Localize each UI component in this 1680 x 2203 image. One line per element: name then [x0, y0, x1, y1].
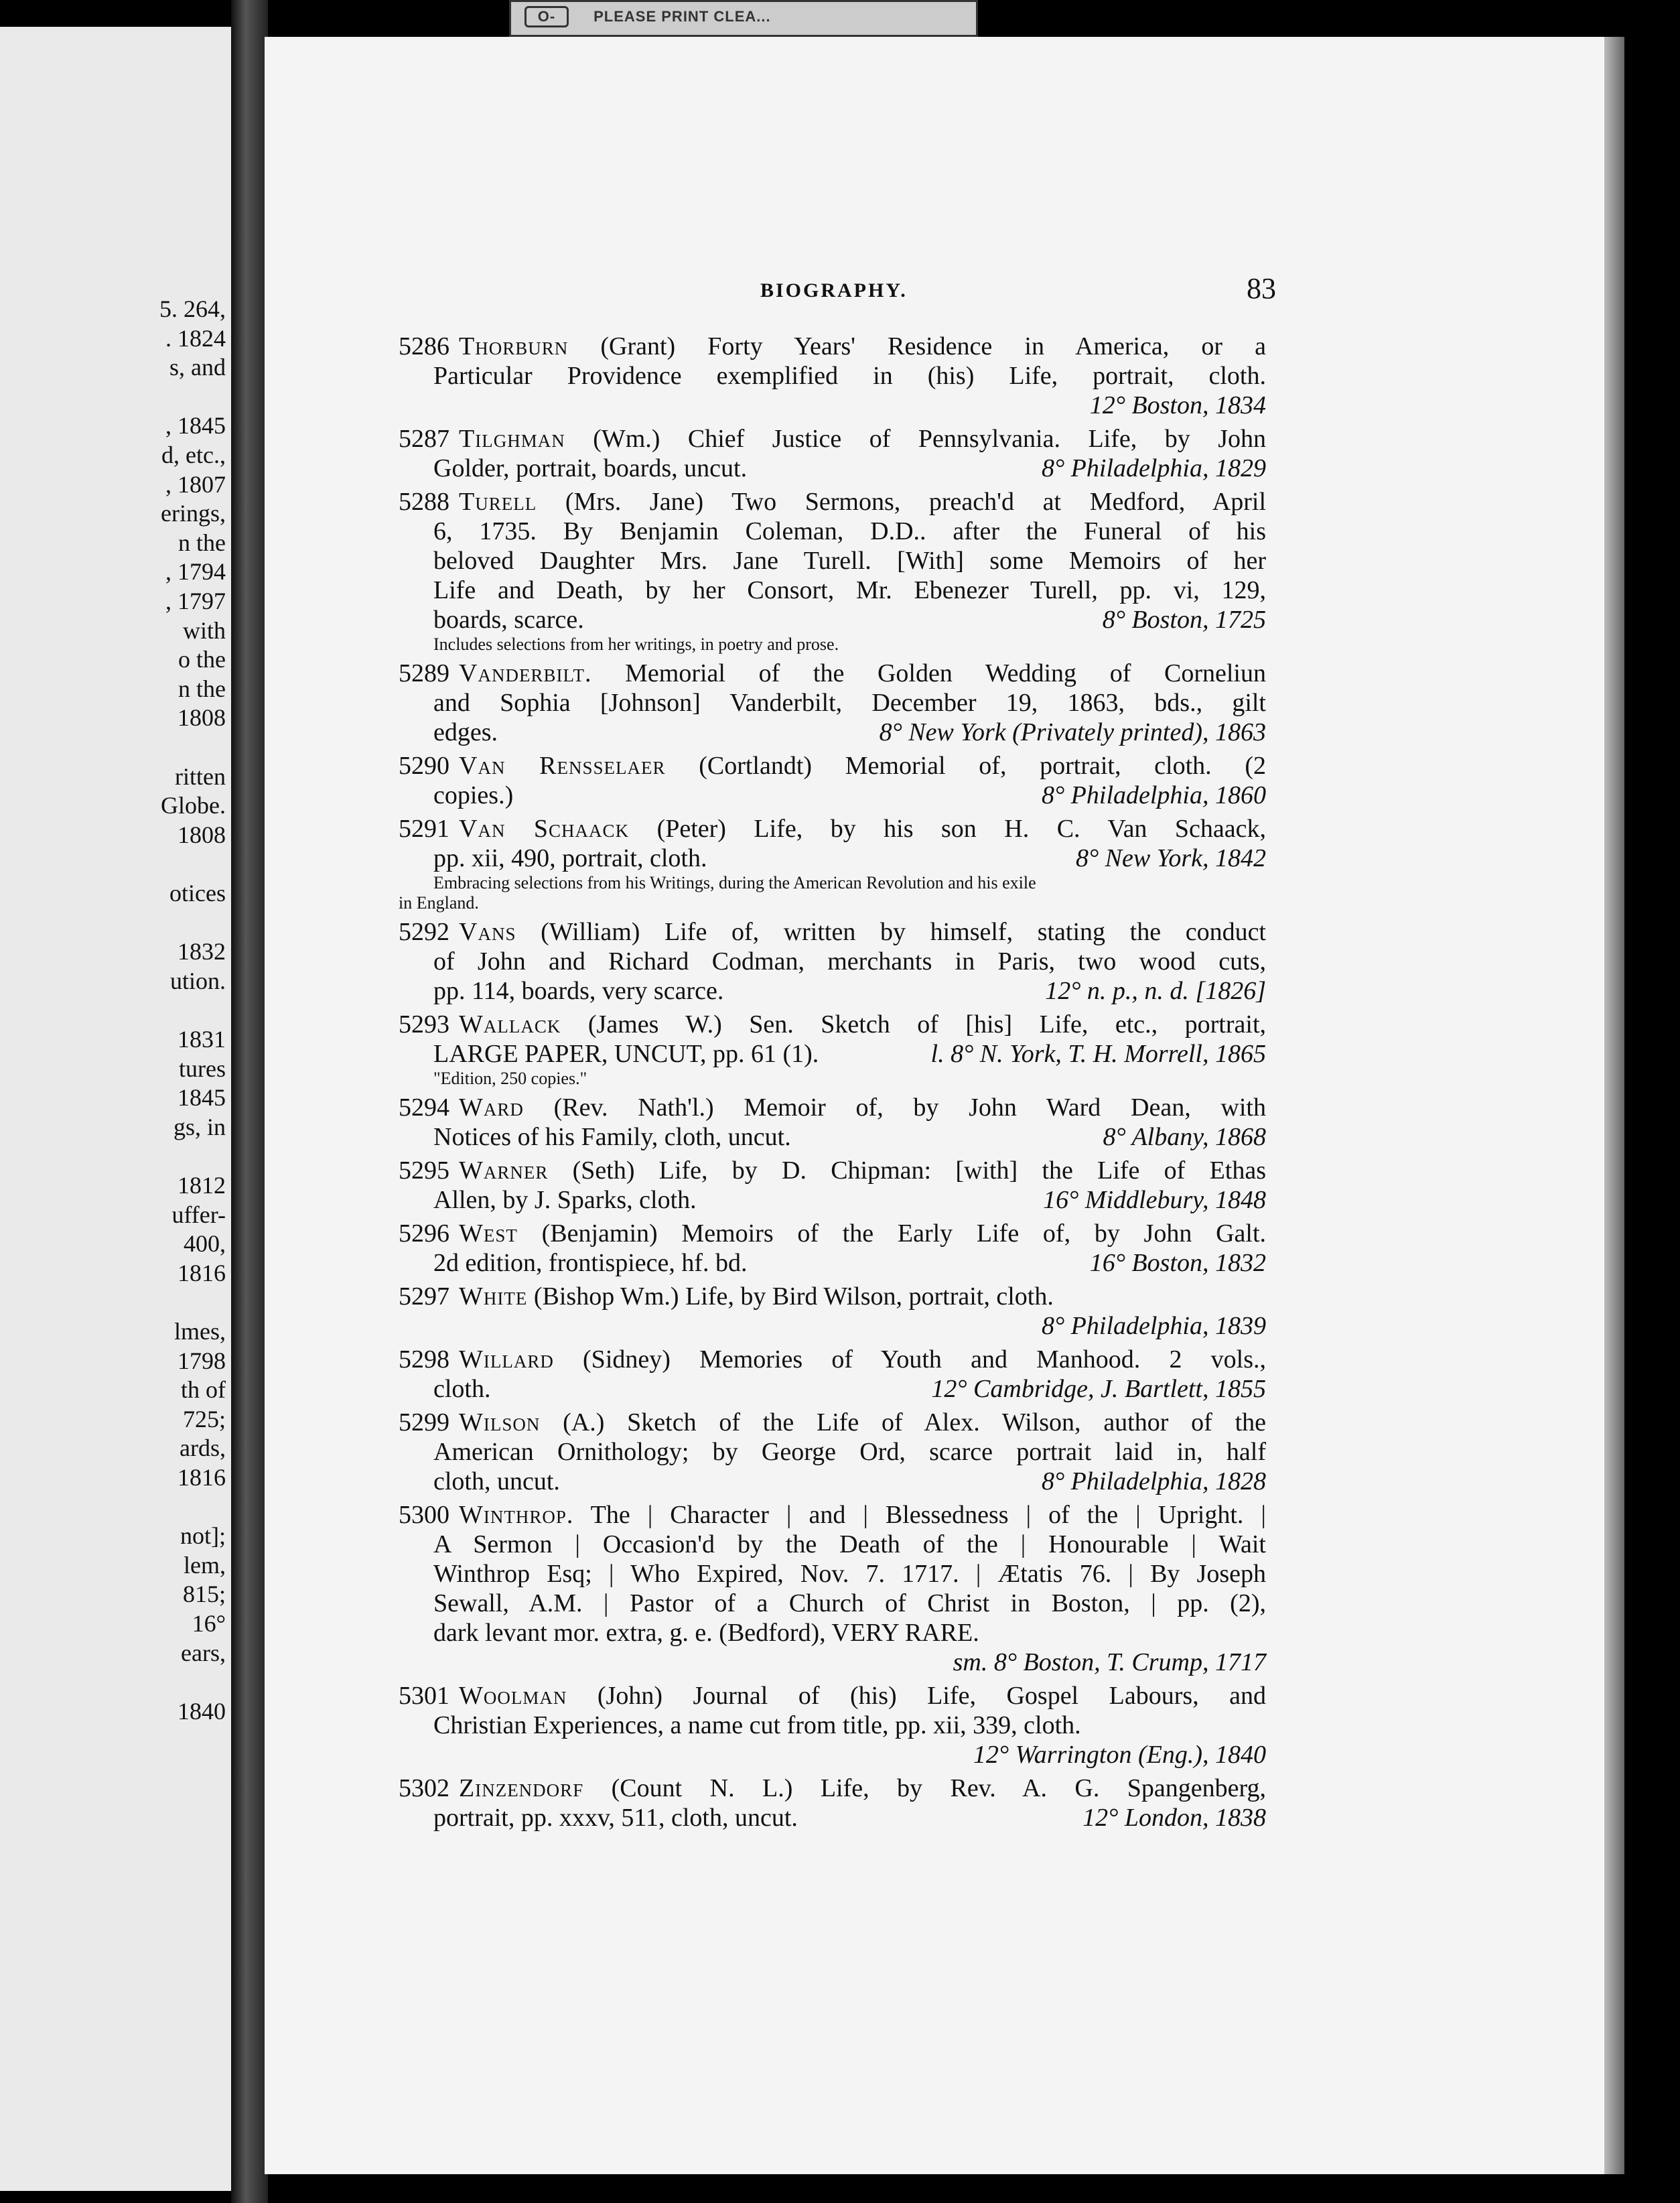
entry-text: (John) Journal of (his) Life, Gospel Labours, and [597, 1682, 1267, 1710]
entry-text: (Wm.) Chief Justice of Pennsylvania. Life, by John [593, 425, 1266, 453]
left-page-fragment: d, etc., [161, 442, 226, 468]
catalog-entry [399, 424, 1266, 483]
left-page-fragment: not]; [180, 1522, 226, 1550]
left-page-fragment: , 1794 [165, 558, 226, 586]
catalog-entry [399, 1219, 1266, 1278]
entry-imprint: 8° Albany, 1868 [1103, 1123, 1266, 1151]
entry-imprint: 8° Boston, 1725 [1102, 606, 1266, 634]
entry-note: "Edition, 250 copies." [433, 1069, 587, 1088]
entry-imprint: 12° Boston, 1834 [1089, 391, 1266, 419]
left-page-fragment: . 1824 [165, 324, 226, 352]
entry-imprint: 8° Philadelphia, 1839 [1041, 1312, 1266, 1340]
left-page-fragment: 1845 [178, 1084, 226, 1112]
left-page-fragment: ards, [180, 1434, 226, 1462]
entry-description: pp. xii, 490, portrait, cloth. [433, 844, 707, 872]
entry-last-line [399, 1185, 1266, 1215]
entry-number: 5294 [399, 1093, 449, 1122]
entry-text: (A.) Sketch of the Life of Alex. Wilson, author of the [563, 1408, 1267, 1437]
left-page-fragment: 725; [182, 1405, 226, 1432]
entry-number: 5289 [399, 659, 449, 687]
entry-description: portrait, pp. xxxv, 511, cloth, uncut. [433, 1804, 798, 1832]
entry-last-line [399, 844, 1266, 873]
entry-description: boards, scarce. [433, 606, 584, 634]
entry-description: cloth. [433, 1375, 491, 1403]
catalog-entry [399, 1345, 1266, 1404]
book-gutter [231, 0, 268, 2203]
left-page-fragment: , 1807 [165, 470, 226, 498]
entry-first-line [399, 1408, 1266, 1437]
entry-text: (Bishop Wm.) Life, by Bird Wilson, portrait, cloth. [533, 1282, 1054, 1311]
left-page-fragment: 5. 264, [159, 295, 226, 322]
entry-imprint: 8° Philadelphia, 1828 [1041, 1467, 1266, 1495]
left-page-fragment: 16° [192, 1610, 226, 1637]
catalog-entry [399, 487, 1266, 655]
entry-note: Includes selections from her writings, in poetry and prose. [433, 635, 839, 654]
left-page-fragment: n the [178, 675, 226, 702]
entry-first-line [399, 1774, 1266, 1803]
left-page-fragment: 1798 [178, 1347, 226, 1374]
entry-text: Memorial of the Golden Wedding of Corneliun [625, 659, 1266, 687]
entry-continuation: A Sermon | Occasion'd by the Death of the | Honourable | Wait [433, 1530, 1266, 1558]
slip-text: PLEASE PRINT CLEA... [593, 8, 771, 25]
entry-imprint: 12° Warrington (Eng.), 1840 [973, 1741, 1266, 1769]
entry-continuation: Winthrop Esq; | Who Expired, Nov. 7. 1717. | Ætatis 76. | By Joseph [433, 1560, 1266, 1588]
left-page-fragment: lem, [184, 1551, 226, 1579]
left-page-fragment: 815; [182, 1581, 226, 1608]
entry-description: LARGE PAPER, UNCUT, pp. 61 (1). [433, 1040, 819, 1068]
entry-number: 5290 [399, 752, 449, 780]
entry-number: 5288 [399, 488, 449, 516]
catalog-entry [399, 814, 1266, 913]
entry-continuation: of John and Richard Codman, merchants in Paris, two wood cuts, [433, 947, 1266, 976]
entry-continuation: Life and Death, by her Consort, Mr. Ebenezer Turell, pp. vi, 129, [433, 576, 1266, 604]
entry-name: Warner [459, 1156, 549, 1185]
entry-last-line [399, 1248, 1266, 1278]
entry-name: Vanderbilt. [459, 659, 592, 687]
entry-text: (Sidney) Memories of Youth and Manhood. 2 vols., [583, 1345, 1266, 1374]
entry-imprint: 8° Philadelphia, 1829 [1041, 454, 1266, 482]
left-page-fragment: Globe. [161, 792, 226, 819]
left-page-fragment: with [182, 616, 226, 644]
left-page-fragment: 1831 [178, 1026, 226, 1053]
entry-imprint: 8° Philadelphia, 1860 [1041, 781, 1266, 809]
entry-name: Van Rensselaer [459, 752, 666, 780]
running-title: BIOGRAPHY. [760, 279, 908, 302]
left-page-fragment: n the [178, 529, 226, 556]
entry-description: 2d edition, frontispiece, hf. bd. [433, 1249, 748, 1277]
entry-first-line [399, 659, 1266, 688]
entry-last-line [399, 781, 1266, 810]
entry-imprint: 16° Boston, 1832 [1089, 1249, 1266, 1277]
entry-first-line [399, 1681, 1266, 1711]
entry-imprint: l. 8° N. York, T. H. Morrell, 1865 [930, 1040, 1266, 1068]
entry-name: Zinzendorf [459, 1774, 584, 1802]
catalog-entry [399, 1681, 1266, 1770]
entry-first-line [399, 1093, 1266, 1122]
left-page-fragment: ritten [175, 762, 226, 790]
left-page-fragment: uffer- [171, 1201, 226, 1228]
entry-number: 5299 [399, 1408, 449, 1437]
left-page-fragment: 1832 [178, 938, 226, 965]
entry-continuation: Particular Providence exemplified in (his) Life, portrait, cloth. [433, 362, 1266, 390]
entry-number: 5287 [399, 425, 449, 453]
entry-number: 5291 [399, 815, 449, 843]
catalog-entry [399, 332, 1266, 420]
entry-number: 5295 [399, 1156, 449, 1185]
catalog-entry [399, 1156, 1266, 1215]
entry-text: (Count N. L.) Life, by Rev. A. G. Spangenberg, [611, 1774, 1267, 1802]
entry-text: (Rev. Nath'l.) Memoir of, by John Ward Dean, with [553, 1093, 1266, 1122]
entry-first-line [399, 751, 1266, 781]
entry-number: 5300 [399, 1501, 449, 1529]
entry-first-line [399, 1345, 1266, 1374]
entry-text: The | Character | and | Blessedness | of the | Upright. | [590, 1501, 1266, 1529]
left-page-fragment: 1816 [178, 1464, 226, 1491]
entry-text: (Grant) Forty Years' Residence in America, or a [600, 332, 1267, 360]
entry-continuation: and Sophia [Johnson] Vanderbilt, December 19, 1863, bds., gilt [433, 689, 1266, 717]
entry-continuation: beloved Daughter Mrs. Jane Turell. [With] some Memoirs of her [433, 547, 1266, 575]
entry-name: West [459, 1219, 518, 1248]
entry-continuation: 6, 1735. By Benjamin Coleman, D.D.. after the Funeral of his [433, 517, 1266, 545]
entry-first-line [399, 1282, 1266, 1311]
entry-continuation: dark levant mor. extra, g. e. (Bedford), VERY RARE. [433, 1619, 979, 1647]
entry-continuation: American Ornithology; by George Ord, scarce portrait laid in, half [433, 1438, 1266, 1466]
left-page-fragment: 400, [184, 1230, 226, 1258]
catalog-entry [399, 659, 1266, 747]
entry-name: Vans [459, 918, 516, 946]
entry-last-line [399, 1122, 1266, 1152]
entry-name: Turell [459, 488, 537, 516]
entry-imprint: 8° New York (Privately printed), 1863 [879, 718, 1266, 746]
left-page-fragment: gs, in [173, 1113, 226, 1140]
slip-box-label: O- [524, 6, 569, 27]
entry-name: Ward [459, 1093, 524, 1122]
entry-name: Willard [459, 1345, 554, 1374]
entry-imprint: 8° New York, 1842 [1075, 844, 1266, 872]
entry-first-line [399, 332, 1266, 361]
left-page-fragment: 1816 [178, 1259, 226, 1286]
entry-continuation: Sewall, A.M. | Pastor of a Church of Christ in Boston, | pp. (2), [433, 1589, 1266, 1617]
entry-description: copies.) [433, 781, 514, 809]
entry-text: (Benjamin) Memoirs of the Early Life of, by John Galt. [541, 1219, 1267, 1248]
catalog-entry [399, 917, 1266, 1006]
entry-name: Thorburn [459, 332, 569, 360]
entry-text: (Seth) Life, by D. Chipman: [with] the Life of Ethas [572, 1156, 1266, 1185]
entry-description: Golder, portrait, boards, uncut. [433, 454, 748, 482]
entry-name: Van Schaack [459, 815, 630, 843]
entry-description: edges. [433, 718, 498, 746]
entry-first-line [399, 1500, 1266, 1530]
left-page-fragment: ears, [181, 1639, 226, 1666]
entry-number: 5293 [399, 1010, 449, 1039]
left-page-fragment: 1808 [178, 821, 226, 848]
entry-text: (Mrs. Jane) Two Sermons, preach'd at Medford, April [565, 488, 1266, 516]
entry-last-line [399, 1803, 1266, 1832]
entry-number: 5297 [399, 1282, 449, 1311]
entry-number: 5301 [399, 1682, 449, 1710]
entry-description: cloth, uncut. [433, 1467, 560, 1495]
entry-imprint: 12° London, 1838 [1082, 1804, 1266, 1832]
entry-first-line [399, 1010, 1266, 1039]
entry-imprint: sm. 8° Boston, T. Crump, 1717 [953, 1648, 1266, 1676]
left-page-fragment: s, and [169, 354, 226, 381]
left-page-fragment: tures [179, 1055, 226, 1082]
entry-text: (Peter) Life, by his son H. C. Van Schaack, [656, 815, 1267, 843]
entry-name: Wilson [459, 1408, 541, 1437]
entry-number: 5296 [399, 1219, 449, 1248]
entry-text: (William) Life of, written by himself, stating the conduct [541, 918, 1266, 946]
left-page-fragment: th of [181, 1376, 226, 1404]
left-page-fragment: 1808 [178, 704, 226, 732]
entry-first-line [399, 1156, 1266, 1185]
catalog-entries [399, 332, 1266, 1837]
entry-note: in England. [399, 893, 479, 913]
entry-name: Woolman [459, 1682, 567, 1710]
entry-name: Wallack [459, 1010, 561, 1039]
entry-last-line [399, 718, 1266, 747]
entry-name: White [459, 1282, 528, 1311]
entry-description: pp. 114, boards, very scarce. [433, 977, 724, 1005]
left-page-fragment: , 1845 [165, 412, 226, 440]
entry-last-line [399, 454, 1266, 483]
left-page-fragment: 1840 [178, 1697, 226, 1725]
left-page-fragment: ution. [169, 967, 226, 994]
left-page-fragment: lmes, [174, 1318, 226, 1345]
entry-first-line [399, 814, 1266, 844]
entry-number: 5298 [399, 1345, 449, 1374]
entry-imprint: 16° Middlebury, 1848 [1043, 1186, 1266, 1214]
entry-name: Tilghman [459, 425, 565, 453]
left-page [0, 27, 235, 2191]
left-page-fragment: , 1797 [165, 588, 226, 614]
catalog-entry [399, 1010, 1266, 1089]
catalog-entry [399, 1408, 1266, 1496]
catalog-entry [399, 1774, 1266, 1832]
page-header [399, 271, 1276, 318]
catalog-entry [399, 1093, 1266, 1152]
entry-last-line [399, 976, 1266, 1006]
entry-number: 5292 [399, 918, 449, 946]
entry-last-line [399, 1374, 1266, 1404]
left-page-fragment: erings, [161, 500, 226, 527]
left-page-fragment: otices [169, 880, 226, 907]
page-number: 83 [1247, 272, 1276, 305]
top-slip [509, 0, 978, 37]
catalog-entry [399, 1500, 1266, 1677]
entry-imprint: 12° n. p., n. d. [1826] [1045, 977, 1266, 1005]
entry-description: Notices of his Family, cloth, uncut. [433, 1123, 791, 1151]
entry-imprint: 12° Cambridge, J. Bartlett, 1855 [931, 1375, 1266, 1403]
entry-note: Embracing selections from his Writings, during the American Revolution and his exile [433, 873, 1036, 892]
entry-text: (Cortlandt) Memorial of, portrait, cloth. (2 [699, 752, 1267, 780]
entry-last-line [399, 1039, 1266, 1069]
entry-first-line [399, 917, 1266, 947]
entry-description: Allen, by J. Sparks, cloth. [433, 1186, 697, 1214]
entry-continuation: Christian Experiences, a name cut from title, pp. xii, 339, cloth. [433, 1711, 1081, 1739]
left-page-fragment: o the [178, 646, 226, 673]
entry-number: 5286 [399, 332, 449, 360]
left-page-fragment: 1812 [178, 1172, 226, 1199]
entry-last-line [399, 605, 1266, 635]
entry-name: Winthrop. [459, 1501, 574, 1529]
entry-last-line [399, 1467, 1266, 1496]
entry-first-line [399, 487, 1266, 517]
catalog-entry [399, 1282, 1266, 1341]
page-edge [1604, 37, 1624, 2174]
entry-number: 5302 [399, 1774, 449, 1802]
entry-first-line [399, 424, 1266, 454]
catalog-entry [399, 751, 1266, 810]
entry-first-line [399, 1219, 1266, 1248]
entry-text: (James W.) Sen. Sketch of [his] Life, etc., portrait, [587, 1010, 1266, 1039]
